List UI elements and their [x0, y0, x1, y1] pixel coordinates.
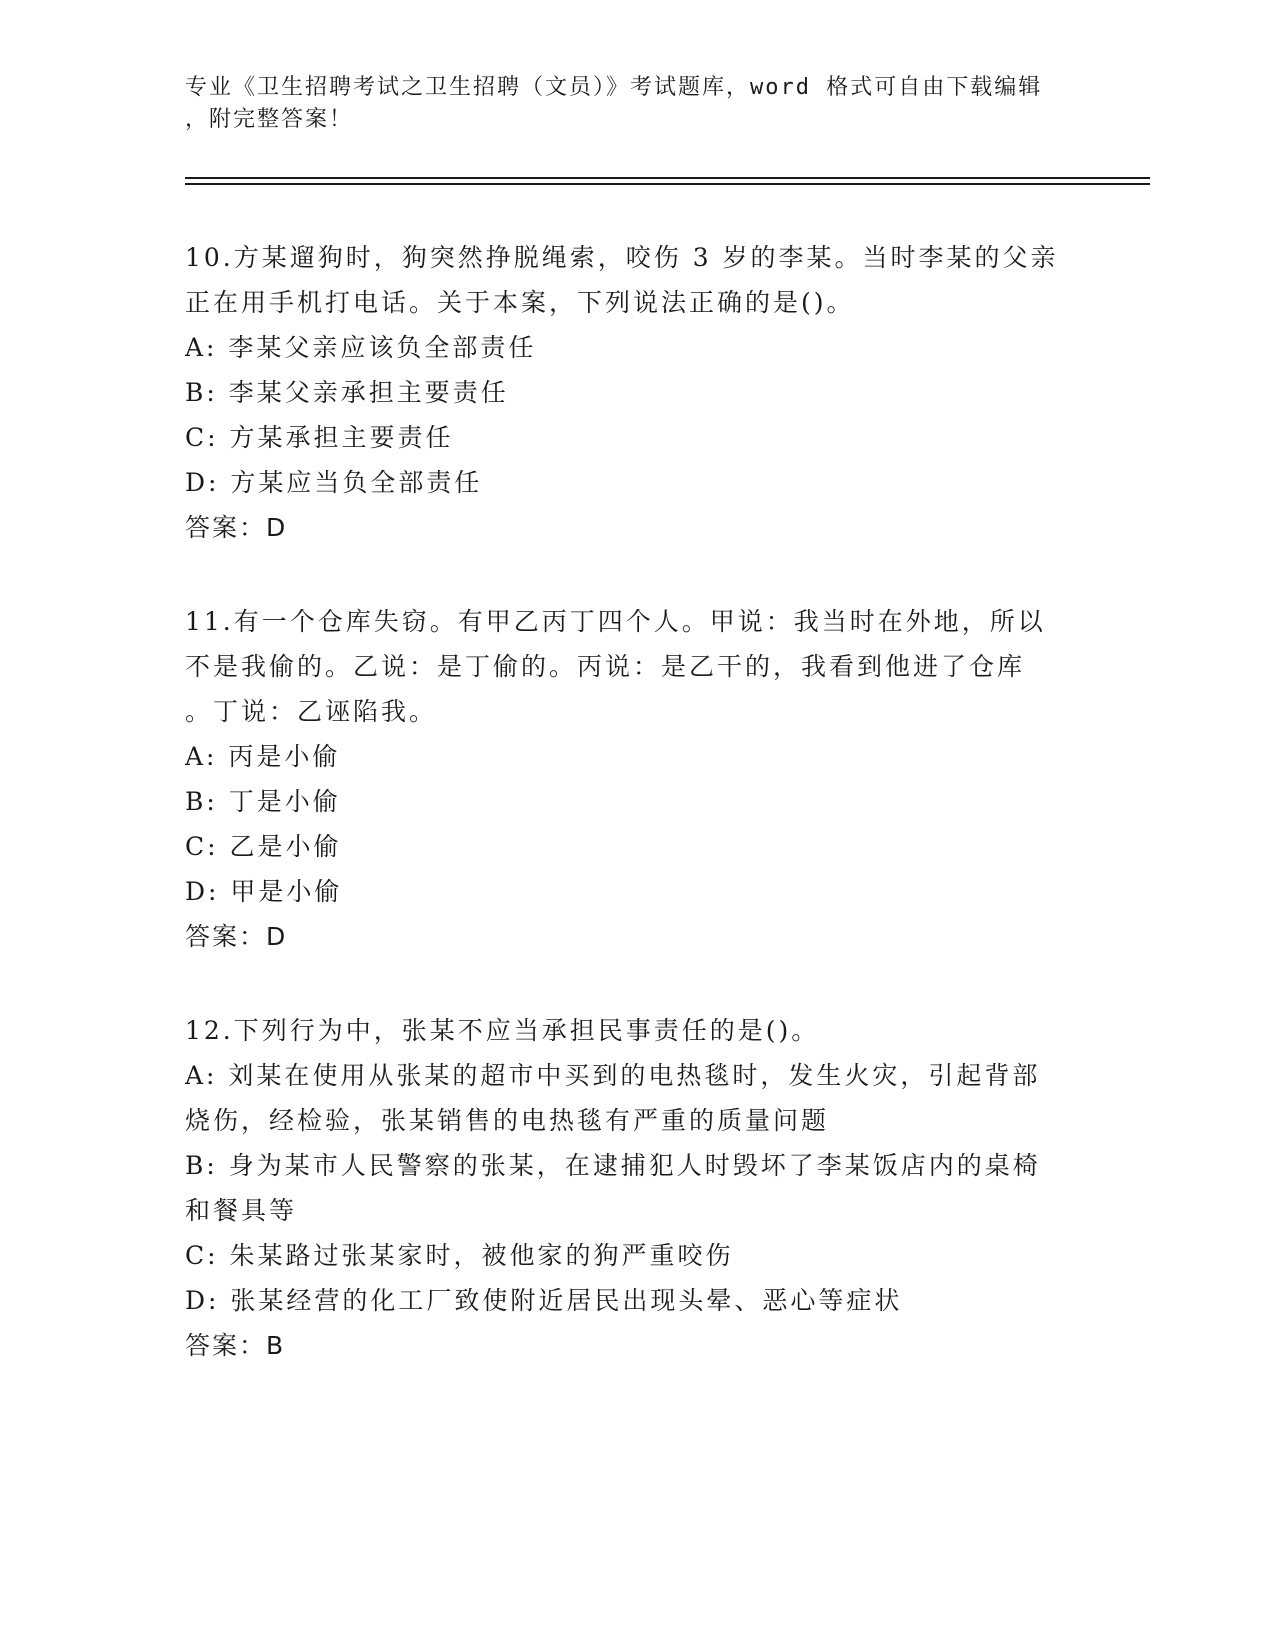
question-10: [185, 235, 1085, 550]
header-line-2: ，附完整答案！: [185, 107, 354, 132]
question-stem-line: 11.有一个仓库失窃。有甲乙丙丁四个人。甲说：我当时在外地，所以: [185, 607, 1046, 636]
option-a: A: 刘某在使用从张某的超市中买到的电热毯时，发生火灾，引起背部: [185, 1061, 1041, 1090]
option-a: A: 丙是小偷: [185, 742, 341, 771]
question-stem-line: 正在用手机打电话。关于本案，下列说法正确的是()。: [185, 288, 855, 317]
option-c: C: 朱某路过张某家时，被他家的狗严重咬伤: [185, 1241, 734, 1270]
option-d: D: 张某经营的化工厂致使附近居民出现头晕、恶心等症状: [185, 1286, 903, 1315]
question-11: [185, 599, 1085, 959]
question-stem-line: 12.下列行为中，张某不应当承担民事责任的是()。: [185, 1016, 820, 1045]
option-a-continued: 烧伤，经检验，张某销售的电热毯有严重的质量问题: [185, 1106, 830, 1135]
option-b: B: 李某父亲承担主要责任: [185, 378, 509, 407]
document-header: [185, 72, 1065, 136]
answer-line: 答案：B: [185, 1331, 286, 1360]
question-stem-line: 不是我偷的。乙说：是丁偷的。丙说：是乙干的，我看到他进了仓库: [185, 652, 1026, 681]
header-divider-bottom: [185, 183, 1150, 185]
answer-line: 答案：D: [185, 513, 288, 542]
question-stem-line: 10.方某遛狗时，狗突然挣脱绳索，咬伤 3 岁的李某。当时李某的父亲: [185, 243, 1059, 272]
option-b: B: 身为某市人民警察的张某，在逮捕犯人时毁坏了李某饭店内的桌椅: [185, 1151, 1041, 1180]
header-divider-top: [185, 177, 1150, 179]
option-b-continued: 和餐具等: [185, 1196, 298, 1225]
option-c: C: 方某承担主要责任: [185, 423, 454, 452]
answer-line: 答案：D: [185, 922, 288, 951]
header-line-1: 专业《卫生招聘考试之卫生招聘（文员）》考试题库，word 格式可自由下载编辑: [185, 75, 1043, 100]
option-d: D: 方某应当负全部责任: [185, 468, 483, 497]
question-12: [185, 1008, 1085, 1368]
option-a: A: 李某父亲应该负全部责任: [185, 333, 537, 362]
question-stem-line: 。丁说：乙诬陷我。: [185, 697, 438, 726]
option-c: C: 乙是小偷: [185, 832, 342, 861]
option-d: D: 甲是小偷: [185, 877, 343, 906]
option-b: B: 丁是小偷: [185, 787, 341, 816]
